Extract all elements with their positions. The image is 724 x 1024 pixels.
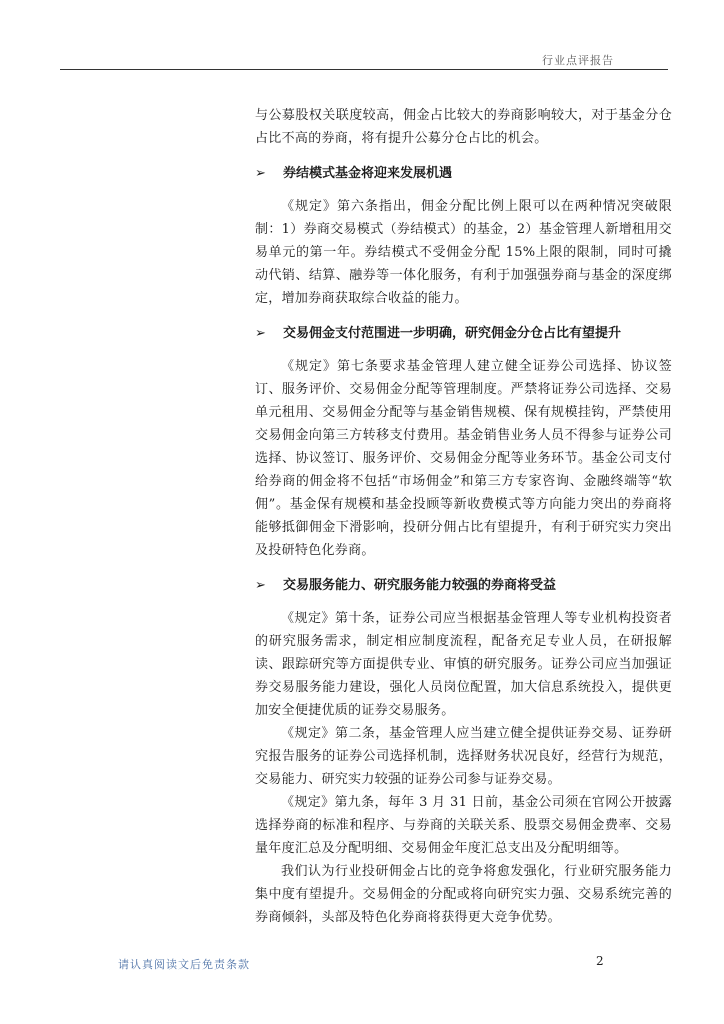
arrow-bullet-icon: ➢ (255, 166, 266, 181)
section-1-paragraph-1: 《规定》第六条指出，佣金分配比例上限可以在两种情况突破限制：1）券商交易模式（券结模式）的基金，2）基金管理人新增租用交易单元的第一年。券结模式不受佣金分配 15%上限的限制，同时可撬动代销、结算、融券等一体化服务，有利于加强强券商与基金的深度绑定，增加券商获取综合收益的能力。 (255, 199, 672, 306)
section-3-paragraph-1: 《规定》第十条，证券公司应当根据基金管理人等专业机构投资者的研究服务需求，制定相应制度流程，配备充足专业人员，在研报解读、跟踪研究等方面提供专业、审慎的研究服务。证券公司应当加强证券交易服务能力建设，强化人员岗位配置，加大信息系统投入，提供更加安全便捷优质的证券交易服务。 (255, 611, 672, 718)
section-3-paragraph-4: 我们认为行业投研佣金占比的竞争将愈发强化，行业研究服务能力集中度有望提升。交易佣金的分配或将向研究实力强、交易系统完善的券商倾斜，头部及特色化券商将获得更大竞争优势。 (255, 864, 672, 925)
section-heading-1 (255, 162, 672, 185)
report-body (255, 104, 672, 929)
header-label: 行业点评报告 (542, 54, 614, 67)
page-number: 2 (596, 954, 604, 968)
section-heading-2 (255, 322, 672, 345)
footer-disclaimer: 请认真阅读文后免责条款 (118, 958, 250, 971)
arrow-bullet-icon: ➢ (255, 326, 266, 341)
section-2-paragraph-1: 《规定》第七条要求基金管理人建立健全证券公司选择、协议签订、服务评价、交易佣金分配等管理制度。严禁将证券公司选择、交易单元租用、交易佣金分配等与基金销售规模、保有规模挂钩，严禁使用交易佣金向第三方转移支付费用。基金销售业务人员不得参与证券公司选择、协议签订、服务评价、交易佣金分配等业务环节。基金公司支付给券商的佣金将不包括“市场佣金”和第三方专家咨询、金融终端等“软佣”。基金保有规模和基金投顾等新收费模式等方向能力突出的券商将能够抵御佣金下滑影响，投研分佣占比有望提升，有利于研究实力突出及投研特色化券商。 (255, 359, 672, 558)
intro-paragraph: 与公募股权关联度较高，佣金占比较大的券商影响较大，对于基金分仓占比不高的券商，将有提升公募分仓占比的机会。 (255, 108, 672, 146)
section-heading-text: 交易服务能力、研究服务能力较强的券商将受益 (283, 578, 557, 593)
section-3-paragraph-2: 《规定》第二条，基金管理人应当建立健全提供证券交易、证券研究报告服务的证券公司选择机制，选择财务状况良好，经营行为规范，交易能力、研究实力较强的证券公司参与证券交易。 (255, 726, 672, 787)
section-3-paragraph-3: 《规定》第九条，每年 3 月 31 日前，基金公司须在官网公开披露选择券商的标准和程序、与券商的关联关系、股票交易佣金费率、交易量年度汇总及分配明细、交易佣金年度汇总支出及分配明细等。 (255, 795, 672, 856)
arrow-bullet-icon: ➢ (255, 578, 266, 593)
section-heading-text: 券结模式基金将迎来发展机遇 (283, 166, 453, 181)
section-heading-3 (255, 574, 672, 597)
header-rule (60, 69, 668, 70)
section-heading-text: 交易佣金支付范围进一步明确，研究佣金分仓占比有望提升 (283, 326, 622, 341)
